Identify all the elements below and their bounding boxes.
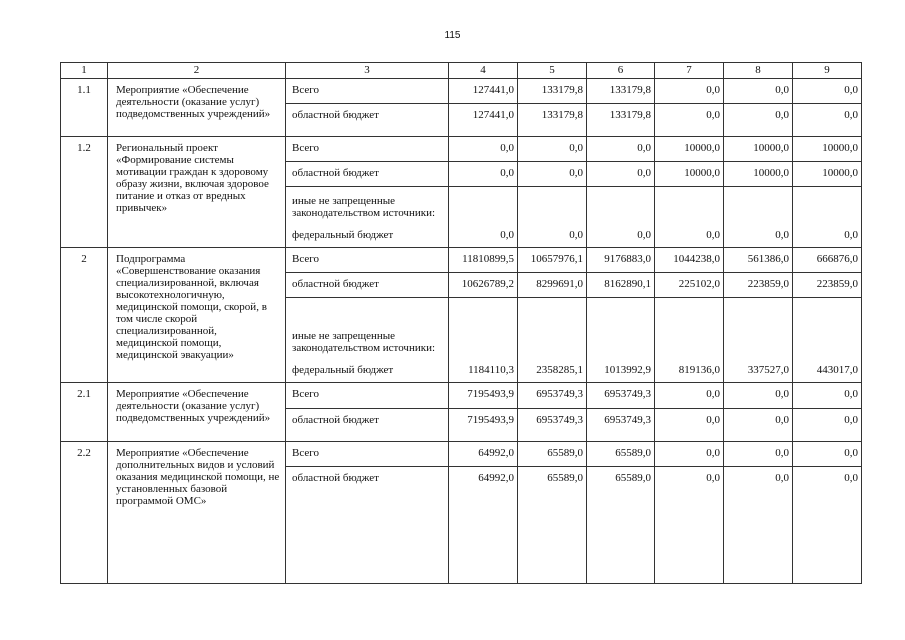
value-cell: 0,0 <box>518 187 587 248</box>
value-cell: 337527,0 <box>724 297 793 383</box>
value-cell: 0,0 <box>655 103 724 136</box>
item-number: 2.2 <box>61 441 108 583</box>
value-cell: 127441,0 <box>449 78 518 103</box>
value-cell: 0,0 <box>518 137 587 162</box>
value-cell: 6953749,3 <box>587 408 655 441</box>
funding-source: областной бюджет <box>286 103 449 136</box>
value-cell: 2358285,1 <box>518 297 587 383</box>
value-cell: 10657976,1 <box>518 247 587 272</box>
value-cell: 0,0 <box>655 383 724 408</box>
value-cell: 65589,0 <box>518 466 587 583</box>
table-row <box>61 137 862 162</box>
table-row <box>61 78 862 103</box>
header-cell: 7 <box>655 63 724 79</box>
value-cell: 10000,0 <box>724 137 793 162</box>
value-cell: 0,0 <box>724 466 793 583</box>
value-cell: 0,0 <box>655 408 724 441</box>
funding-source <box>286 187 449 248</box>
value-cell: 65589,0 <box>587 466 655 583</box>
value-cell: 0,0 <box>655 441 724 466</box>
value-cell: 133179,8 <box>587 103 655 136</box>
value-cell: 6953749,3 <box>587 383 655 408</box>
header-cell: 2 <box>108 63 286 79</box>
value-cell: 7195493,9 <box>449 408 518 441</box>
value-cell: 0,0 <box>793 78 862 103</box>
page-number: 115 <box>444 30 461 41</box>
value-cell: 7195493,9 <box>449 383 518 408</box>
value-cell: 127441,0 <box>449 103 518 136</box>
header-cell: 1 <box>61 63 108 79</box>
table-row <box>61 247 862 272</box>
value-cell: 443017,0 <box>793 297 862 383</box>
funding-source: Всего <box>286 441 449 466</box>
funding-source: областной бюджет <box>286 162 449 187</box>
value-cell: 561386,0 <box>724 247 793 272</box>
item-name: Мероприятие «Обеспечение деятельности (оказание услуг) подведомственных учреждений» <box>108 78 286 136</box>
value-cell: 6953749,3 <box>518 383 587 408</box>
value-cell: 10000,0 <box>655 162 724 187</box>
value-cell: 11810899,5 <box>449 247 518 272</box>
value-cell: 0,0 <box>449 187 518 248</box>
value-cell: 0,0 <box>793 103 862 136</box>
funding-source: Всего <box>286 247 449 272</box>
value-cell: 223859,0 <box>724 272 793 297</box>
value-cell: 0,0 <box>449 162 518 187</box>
value-cell: 10626789,2 <box>449 272 518 297</box>
funding-source: Всего <box>286 383 449 408</box>
funding-source: областной бюджет <box>286 272 449 297</box>
value-cell: 0,0 <box>793 441 862 466</box>
header-cell: 5 <box>518 63 587 79</box>
value-cell: 10000,0 <box>793 137 862 162</box>
funding-source: областной бюджет <box>286 466 449 583</box>
value-cell: 0,0 <box>793 466 862 583</box>
value-cell: 0,0 <box>449 137 518 162</box>
value-cell: 65589,0 <box>518 441 587 466</box>
value-cell: 10000,0 <box>655 137 724 162</box>
value-cell: 0,0 <box>655 78 724 103</box>
header-cell: 3 <box>286 63 449 79</box>
item-number: 1.1 <box>61 78 108 136</box>
funding-source: областной бюджет <box>286 408 449 441</box>
value-cell: 64992,0 <box>449 441 518 466</box>
value-cell: 223859,0 <box>793 272 862 297</box>
funding-note: иные не запрещенные законодательством источники: <box>292 330 436 355</box>
value-cell: 225102,0 <box>655 272 724 297</box>
item-name: Мероприятие «Обеспечение деятельности (оказание услуг) подведомственных учреждений» <box>108 383 286 441</box>
funding-source-label: федеральный бюджет <box>292 228 394 241</box>
value-cell: 0,0 <box>655 187 724 248</box>
value-cell: 8162890,1 <box>587 272 655 297</box>
header-cell: 8 <box>724 63 793 79</box>
funding-source: Всего <box>286 137 449 162</box>
value-cell: 0,0 <box>724 408 793 441</box>
value-cell: 8299691,0 <box>518 272 587 297</box>
table-row <box>61 441 862 466</box>
value-cell: 133179,8 <box>587 78 655 103</box>
value-cell: 0,0 <box>793 187 862 248</box>
value-cell: 0,0 <box>724 441 793 466</box>
value-cell: 0,0 <box>793 383 862 408</box>
value-cell: 0,0 <box>587 137 655 162</box>
value-cell: 0,0 <box>724 383 793 408</box>
value-cell: 0,0 <box>724 103 793 136</box>
value-cell: 1044238,0 <box>655 247 724 272</box>
value-cell: 819136,0 <box>655 297 724 383</box>
item-number: 2.1 <box>61 383 108 441</box>
item-name: Мероприятие «Обеспечение дополнительных видов и условий оказания медицинской помощи, не установленных базовой программой ОМС» <box>108 441 286 583</box>
header-row <box>61 63 862 79</box>
funding-source-label: федеральный бюджет <box>292 364 394 377</box>
value-cell: 0,0 <box>793 408 862 441</box>
value-cell: 1013992,9 <box>587 297 655 383</box>
value-cell: 0,0 <box>724 187 793 248</box>
value-cell: 0,0 <box>518 162 587 187</box>
table-body <box>61 63 862 584</box>
value-cell: 10000,0 <box>724 162 793 187</box>
value-cell: 0,0 <box>587 162 655 187</box>
value-cell: 6953749,3 <box>518 408 587 441</box>
header-cell: 4 <box>449 63 518 79</box>
item-number: 1.2 <box>61 137 108 248</box>
funding-source: Всего <box>286 78 449 103</box>
value-cell: 1184110,3 <box>449 297 518 383</box>
value-cell: 64992,0 <box>449 466 518 583</box>
value-cell: 666876,0 <box>793 247 862 272</box>
budget-table <box>60 62 862 584</box>
item-name: Подпрограмма «Совершенствование оказания специализированной, включая высокотехнологичную, медицинской помощи, скорой, в том числе скорой специализированной, медицинской помощи, медицинской эвакуации» <box>108 247 286 383</box>
value-cell: 0,0 <box>587 187 655 248</box>
value-cell: 0,0 <box>724 78 793 103</box>
funding-note: иные не запрещенные законодательством источники: <box>292 194 436 219</box>
header-cell: 6 <box>587 63 655 79</box>
item-name: Региональный проект «Формирование системы мотивации граждан к здоровому образу жизни, включая здоровое питание и отказ от вредных привычек» <box>108 137 286 248</box>
value-cell: 0,0 <box>655 466 724 583</box>
value-cell: 133179,8 <box>518 103 587 136</box>
funding-source <box>286 297 449 383</box>
value-cell: 65589,0 <box>587 441 655 466</box>
table-row <box>61 383 862 408</box>
value-cell: 9176883,0 <box>587 247 655 272</box>
item-number: 2 <box>61 247 108 383</box>
value-cell: 133179,8 <box>518 78 587 103</box>
header-cell: 9 <box>793 63 862 79</box>
value-cell: 10000,0 <box>793 162 862 187</box>
